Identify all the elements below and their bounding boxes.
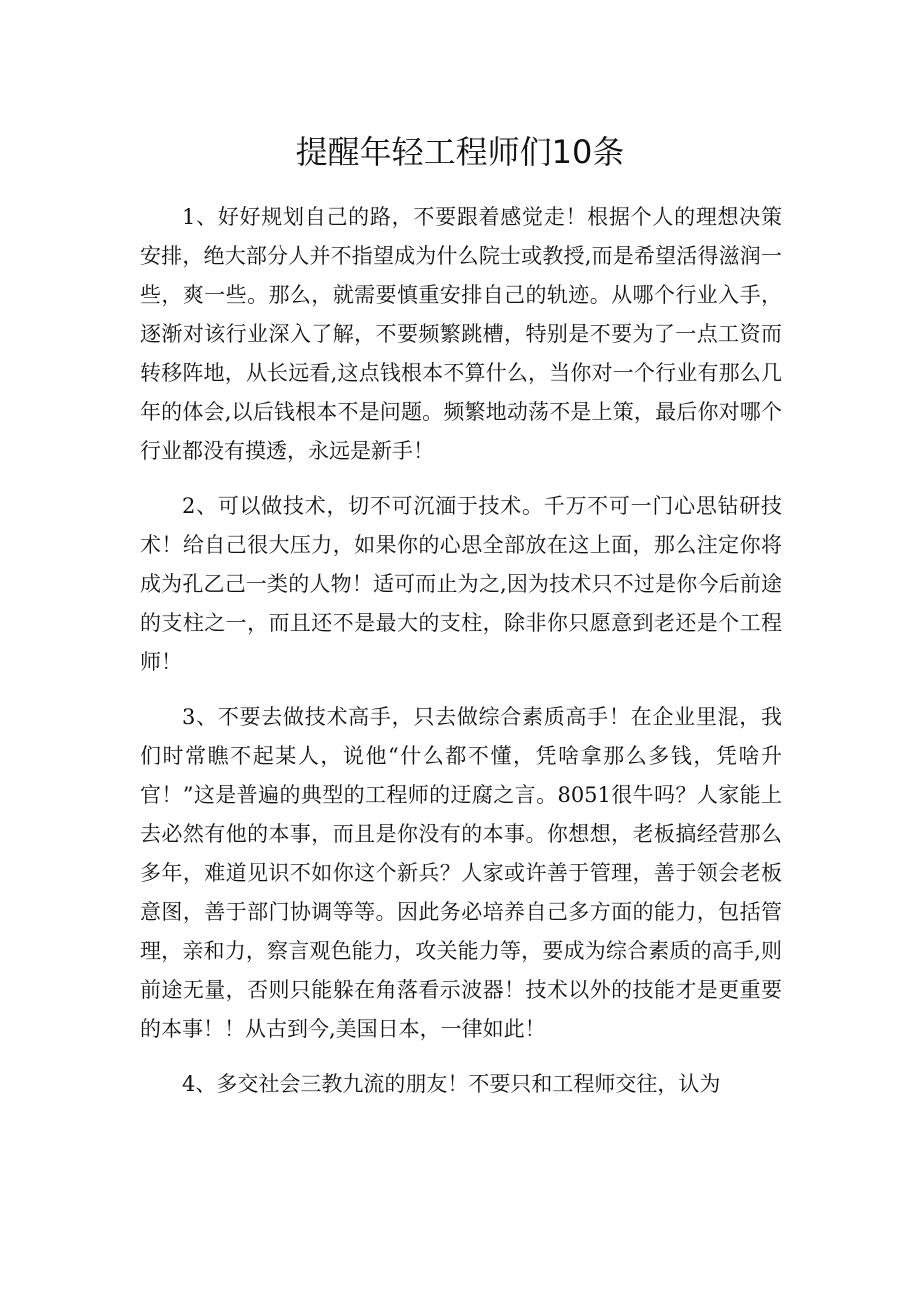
paragraph-3: 3、不要去做技术高手，只去做综合素质高手！在企业里混，我们时常瞧不起某人，说他“什么都不懂，凭啥拿那么多钱，凭啥升官！”这是普遍的典型的工程师的迂腐之言。8051很牛吗？人家能上去必然有他的本事，而且是你没有的本事。你想想，老板搞经营那么多年，难道见识不如你这个新兵？人家或许善于管理，善于领会老板意图，善于部门协调等等。因此务必培养自己多方面的能力，包括管理，亲和力，察言观色能力，攻关能力等，要成为综合素质的高手,则前途无量，否则只能躲在角落看示波器！技术以外的技能才是更重要的本事！！从古到今,美国日本，一律如此！ — [140, 705, 782, 1041]
paragraph-1: 1、好好规划自己的路，不要跟着感觉走！根据个人的理想决策安排，绝大部分人并不指望成为什么院士或教授,而是希望活得滋润一些，爽一些。那么，就需要慎重安排自己的轨迹。从哪个行业入手，逐渐对该行业深入了解，不要频繁跳槽，特别是不要为了一点工资而转移阵地，从长远看,这点钱根本不算什么，当你对一个行业有那么几年的体会,以后钱根本不是问题。频繁地动荡不是上策，最后你对哪个行业都没有摸透，永远是新手！ — [140, 205, 782, 463]
document-title: 提醒年轻工程师们10条 — [295, 133, 625, 171]
paragraph-4: 4、多交社会三教九流的朋友！不要只和工程师交往，认为 — [182, 1072, 721, 1096]
document-body — [140, 198, 782, 1120]
paragraph-2: 2、可以做技术，切不可沉湎于技术。千万不可一门心思钻研技术！给自己很大压力，如果你的心思全部放在这上面，那么注定你将成为孔乙己一类的人物！适可而止为之,因为技术只不过是你今后前途的支柱之一，而且还不是最大的支柱，除非你只愿意到老还是个工程师！ — [140, 494, 782, 674]
